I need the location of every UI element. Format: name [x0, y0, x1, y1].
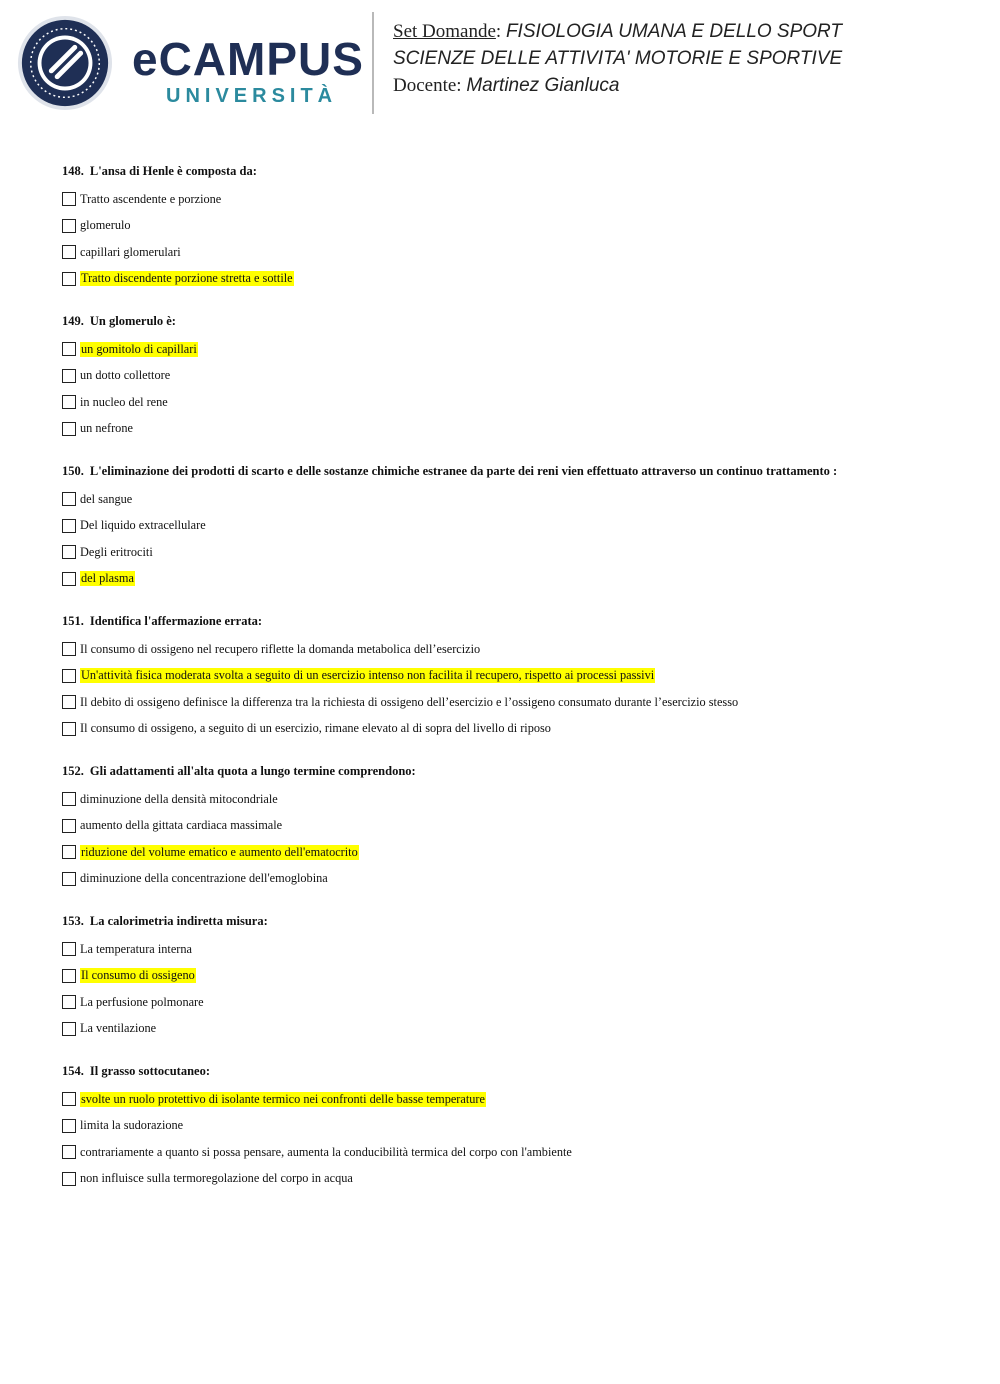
answer-text: del sangue — [80, 491, 133, 506]
checkbox[interactable] — [62, 395, 76, 409]
answer-text: La temperatura interna — [80, 941, 192, 956]
checkbox[interactable] — [62, 369, 76, 383]
checkbox[interactable] — [62, 1172, 76, 1186]
question-number: 148. — [62, 164, 84, 178]
checkbox[interactable] — [62, 1092, 76, 1106]
question-block — [62, 1056, 942, 1192]
answer-option[interactable] — [62, 663, 942, 690]
answer-option[interactable] — [62, 716, 942, 743]
answer-text-highlighted: Il consumo di ossigeno — [81, 968, 195, 983]
question-number: 153. — [62, 914, 84, 928]
answer-option[interactable] — [62, 1016, 942, 1043]
questions-list — [62, 156, 942, 1206]
answer-text-highlighted: del plasma — [81, 571, 134, 586]
checkbox[interactable] — [62, 245, 76, 259]
question-text: Identifica l'affermazione errata: — [89, 614, 263, 628]
header-info — [393, 18, 842, 99]
question-number: 154. — [62, 1064, 84, 1078]
answer-text: un dotto collettore — [80, 368, 171, 383]
answer-option[interactable] — [62, 486, 942, 513]
checkbox[interactable] — [62, 192, 76, 206]
answer-text: limita la sudorazione — [80, 1118, 184, 1133]
university-seal-logo — [16, 14, 114, 112]
answer-option[interactable] — [62, 1113, 942, 1140]
answer-option[interactable] — [62, 239, 942, 266]
teacher-label: Docente: — [393, 75, 462, 96]
answer-option[interactable] — [62, 416, 942, 443]
answer-option[interactable] — [62, 866, 942, 893]
teacher-line — [393, 72, 842, 99]
header-divider — [372, 12, 374, 114]
question-title — [62, 756, 942, 786]
checkbox[interactable] — [62, 422, 76, 436]
checkbox[interactable] — [62, 272, 76, 286]
question-title — [62, 1056, 942, 1086]
answer-text-highlighted: svolte un ruolo protettivo di isolante termico nei confronti delle basse temperature — [81, 1091, 485, 1106]
answer-option[interactable] — [62, 963, 942, 990]
answer-text: non influisce sulla termoregolazione del corpo in acqua — [80, 1171, 353, 1186]
answer-option[interactable] — [62, 186, 942, 213]
question-text: Un glomerulo è: — [89, 314, 176, 328]
answer-option[interactable] — [62, 989, 942, 1016]
question-number: 149. — [62, 314, 84, 328]
answer-option[interactable] — [62, 636, 942, 663]
answer-text: diminuzione della densità mitocondriale — [80, 791, 278, 806]
answer-option[interactable] — [62, 839, 942, 866]
checkbox[interactable] — [62, 722, 76, 736]
question-title — [62, 306, 942, 336]
checkbox[interactable] — [62, 695, 76, 709]
checkbox[interactable] — [62, 219, 76, 233]
question-title — [62, 906, 942, 936]
answer-text: La perfusione polmonare — [80, 994, 204, 1009]
question-text: L'eliminazione dei prodotti di scarto e delle sostanze chimiche estranee da parte dei reni vien effettuato attraverso un continuo trattamento : — [89, 464, 838, 478]
question-text: Gli adattamenti all'alta quota a lungo termine comprendono: — [89, 764, 416, 778]
question-title — [62, 456, 942, 486]
question-text: L'ansa di Henle è composta da: — [89, 164, 257, 178]
question-title — [62, 156, 942, 186]
answer-text: glomerulo — [80, 218, 131, 233]
question-block — [62, 156, 942, 292]
checkbox[interactable] — [62, 342, 76, 356]
question-number: 151. — [62, 614, 84, 628]
answer-text: Il consumo di ossigeno, a seguito di un esercizio, rimane elevato al di sopra del livello di riposo — [80, 721, 551, 736]
answer-text: in nucleo del rene — [80, 394, 168, 409]
answer-option[interactable] — [62, 936, 942, 963]
answer-text-highlighted: Tratto discendente porzione stretta e sottile — [81, 271, 293, 286]
answer-text: Del liquido extracellulare — [80, 518, 206, 533]
answer-option[interactable] — [62, 786, 942, 813]
checkbox[interactable] — [62, 545, 76, 559]
question-text: La calorimetria indiretta misura: — [89, 914, 268, 928]
question-text: Il grasso sottocutaneo: — [89, 1064, 211, 1078]
question-number: 150. — [62, 464, 84, 478]
answer-option[interactable] — [62, 336, 942, 363]
answer-text: capillari glomerulari — [80, 244, 181, 259]
answer-text: Il debito di ossigeno definisce la differenza tra la richiesta di ossigeno dell’esercizio e l’ossigeno consumato durante l’esercizio stesso — [80, 694, 739, 709]
answer-text: contrariamente a quanto si possa pensare, aumenta la conducibilità termica del corpo con l'ambiente — [80, 1144, 572, 1159]
answer-text: un nefrone — [80, 421, 133, 436]
question-block — [62, 456, 942, 592]
logo-subtext: UNIVERSITÀ — [166, 85, 338, 107]
question-title — [62, 606, 942, 636]
answer-text-highlighted: riduzione del volume ematico e aumento dell'ematocrito — [81, 844, 358, 859]
checkbox[interactable] — [62, 1119, 76, 1133]
answer-text: diminuzione della concentrazione dell'emoglobina — [80, 871, 328, 886]
answer-option[interactable] — [62, 566, 942, 593]
checkbox[interactable] — [62, 492, 76, 506]
answer-option[interactable] — [62, 266, 942, 293]
logo-wordmark: eCAMPUS — [132, 33, 364, 85]
page-header — [0, 0, 1000, 130]
checkbox[interactable] — [62, 845, 76, 859]
answer-text: Il consumo di ossigeno nel recupero riflette la domanda metabolica dell’esercizio — [80, 641, 481, 656]
answer-option[interactable] — [62, 1086, 942, 1113]
question-block — [62, 756, 942, 892]
checkbox[interactable] — [62, 995, 76, 1009]
checkbox[interactable] — [62, 872, 76, 886]
question-block — [62, 606, 942, 742]
answer-option[interactable] — [62, 513, 942, 540]
checkbox[interactable] — [62, 819, 76, 833]
set-label: Set Domande — [393, 21, 496, 42]
answer-text-highlighted: Un'attività fisica moderata svolta a seguito di un esercizio intenso non facilita il recupero, rispetto ai processi passivi — [81, 668, 655, 683]
answer-text: aumento della gittata cardiaca massimale — [80, 818, 283, 833]
question-block — [62, 306, 942, 442]
answer-option[interactable] — [62, 213, 942, 240]
checkbox[interactable] — [62, 792, 76, 806]
checkbox[interactable] — [62, 1145, 76, 1159]
answer-option[interactable] — [62, 539, 942, 566]
checkbox[interactable] — [62, 669, 76, 683]
course-line-2: SCIENZE DELLE ATTIVITA' MOTORIE E SPORTIVE — [393, 48, 843, 69]
answer-option[interactable] — [62, 689, 942, 716]
answer-text: La ventilazione — [80, 1021, 157, 1036]
answer-option[interactable] — [62, 813, 942, 840]
question-number: 152. — [62, 764, 84, 778]
course-line-1: FISIOLOGIA UMANA E DELLO SPORT — [505, 21, 843, 42]
teacher-name: Martinez Gianluca — [466, 75, 620, 96]
answer-option[interactable] — [62, 1139, 942, 1166]
answer-text-highlighted: un gomitolo di capillari — [81, 341, 197, 356]
set-line: Set Domande: FISIOLOGIA UMANA E DELLO SPORT — [393, 21, 843, 42]
checkbox[interactable] — [62, 519, 76, 533]
answer-option[interactable] — [62, 363, 942, 390]
checkbox[interactable] — [62, 969, 76, 983]
answer-option[interactable] — [62, 1166, 942, 1193]
question-block — [62, 906, 942, 1042]
checkbox[interactable] — [62, 942, 76, 956]
checkbox[interactable] — [62, 572, 76, 586]
checkbox[interactable] — [62, 642, 76, 656]
checkbox[interactable] — [62, 1022, 76, 1036]
answer-text: Tratto ascendente e porzione — [80, 191, 222, 206]
answer-text: Degli eritrociti — [80, 544, 153, 559]
answer-option[interactable] — [62, 389, 942, 416]
